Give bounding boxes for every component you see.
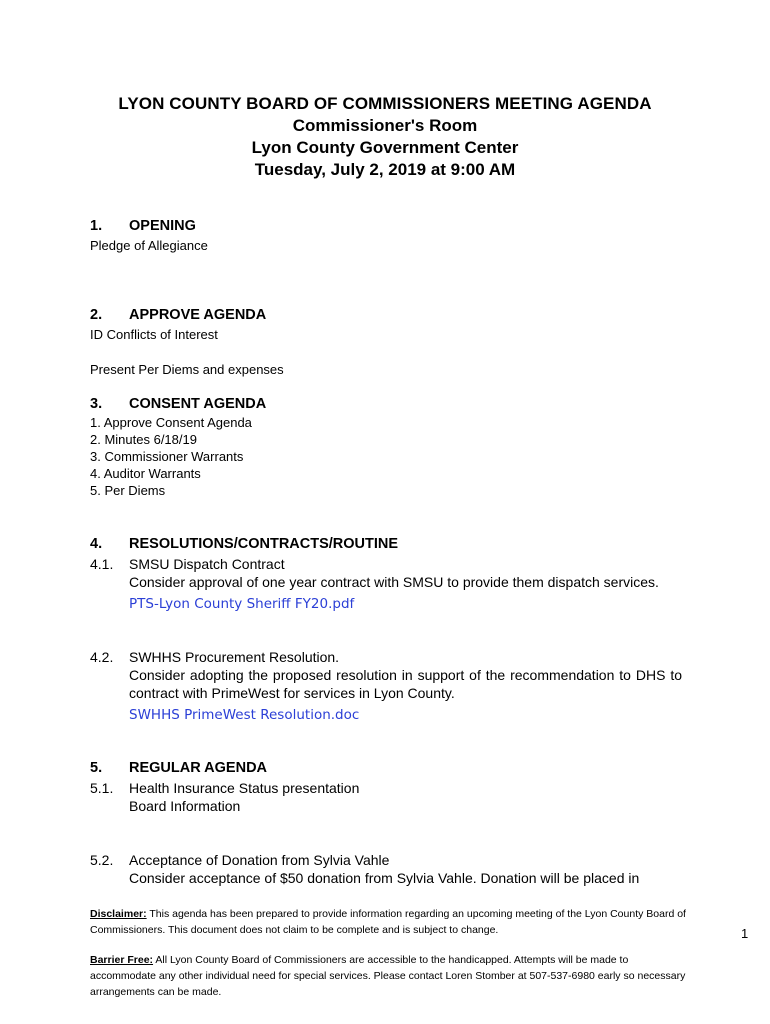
consent-item: 1. Approve Consent Agenda bbox=[90, 415, 252, 430]
agenda-title: LYON COUNTY BOARD OF COMMISSIONERS MEETING AGENDA bbox=[118, 94, 652, 113]
section-number: 1. bbox=[90, 218, 103, 234]
pledge-of-allegiance: Pledge of Allegiance bbox=[90, 238, 208, 253]
item-number-5-1: 5.1. bbox=[90, 780, 114, 796]
agenda-item-4-2 bbox=[129, 648, 682, 724]
page-number: 1 bbox=[741, 926, 749, 941]
section-heading-regular-agenda bbox=[90, 760, 267, 776]
section-title: OPENING bbox=[129, 218, 196, 234]
section-number: 3. bbox=[90, 396, 103, 412]
agenda-header bbox=[0, 93, 770, 181]
disclaimer-text: This agenda has been prepared to provide information regarding an upcoming meeting of the Lyon County Board of Commissioners. This document does not claim to be complete and is subject to change. bbox=[90, 908, 686, 936]
item-title: SMSU Dispatch Contract bbox=[129, 556, 285, 572]
barrier-free-text: All Lyon County Board of Commissioners are accessible to the handicapped. Attempts will be made to accommodate any other individual need for special services. Please contact Loren Stomber at 507-537-6980 early so necessary arrangements can be made. bbox=[90, 954, 686, 998]
attachment-link-sheriff-pdf[interactable]: PTS-Lyon County Sheriff FY20.pdf bbox=[129, 596, 355, 612]
section-heading-approve-agenda bbox=[90, 307, 266, 323]
item-number-4-1: 4.1. bbox=[90, 556, 114, 572]
barrier-free-notice bbox=[90, 952, 690, 1000]
meeting-datetime: Tuesday, July 2, 2019 at 9:00 AM bbox=[254, 160, 516, 179]
meeting-location: Lyon County Government Center bbox=[251, 138, 519, 157]
item-number-4-2: 4.2. bbox=[90, 649, 114, 665]
item-description: Consider approval of one year contract with SMSU to provide them dispatch services. bbox=[129, 574, 659, 590]
section-title: RESOLUTIONS/CONTRACTS/ROUTINE bbox=[129, 536, 399, 552]
barrier-free-label: Barrier Free: bbox=[90, 954, 154, 966]
section-heading-resolutions bbox=[90, 536, 398, 552]
consent-item: 4. Auditor Warrants bbox=[90, 466, 201, 481]
agenda-item-5-1 bbox=[129, 779, 682, 815]
item-number-5-2: 5.2. bbox=[90, 852, 114, 868]
item-title: Health Insurance Status presentation bbox=[129, 780, 360, 796]
agenda-item-5-2 bbox=[129, 851, 682, 887]
disclaimer bbox=[90, 906, 690, 938]
conflicts-of-interest: ID Conflicts of Interest bbox=[90, 327, 218, 342]
item-description: Consider acceptance of $50 donation from Sylvia Vahle. Donation will be placed in bbox=[129, 870, 640, 886]
meeting-room: Commissioner's Room bbox=[292, 116, 478, 135]
item-description: Consider adopting the proposed resolution in support of the recommendation to DHS to contract with PrimeWest for services in Lyon County. bbox=[129, 667, 682, 701]
item-title: SWHHS Procurement Resolution. bbox=[129, 649, 340, 665]
consent-item: 3. Commissioner Warrants bbox=[90, 449, 244, 464]
section-title: REGULAR AGENDA bbox=[129, 760, 268, 776]
disclaimer-label: Disclaimer: bbox=[90, 908, 147, 920]
consent-item: 2. Minutes 6/18/19 bbox=[90, 432, 197, 447]
section-number: 2. bbox=[90, 307, 103, 323]
agenda-item-4-1 bbox=[129, 555, 682, 613]
item-description: Board Information bbox=[129, 798, 241, 814]
item-title: Acceptance of Donation from Sylvia Vahle bbox=[129, 852, 390, 868]
section-title: APPROVE AGENDA bbox=[129, 307, 267, 323]
per-diems-expenses: Present Per Diems and expenses bbox=[90, 362, 284, 377]
section-title: CONSENT AGENDA bbox=[129, 396, 267, 412]
section-heading-opening bbox=[90, 218, 196, 234]
section-number: 4. bbox=[90, 536, 103, 552]
consent-item: 5. Per Diems bbox=[90, 483, 166, 498]
section-heading-consent-agenda bbox=[90, 396, 266, 412]
attachment-link-swhhs-doc[interactable]: SWHHS PrimeWest Resolution.doc bbox=[129, 707, 360, 723]
section-number: 5. bbox=[90, 760, 103, 776]
